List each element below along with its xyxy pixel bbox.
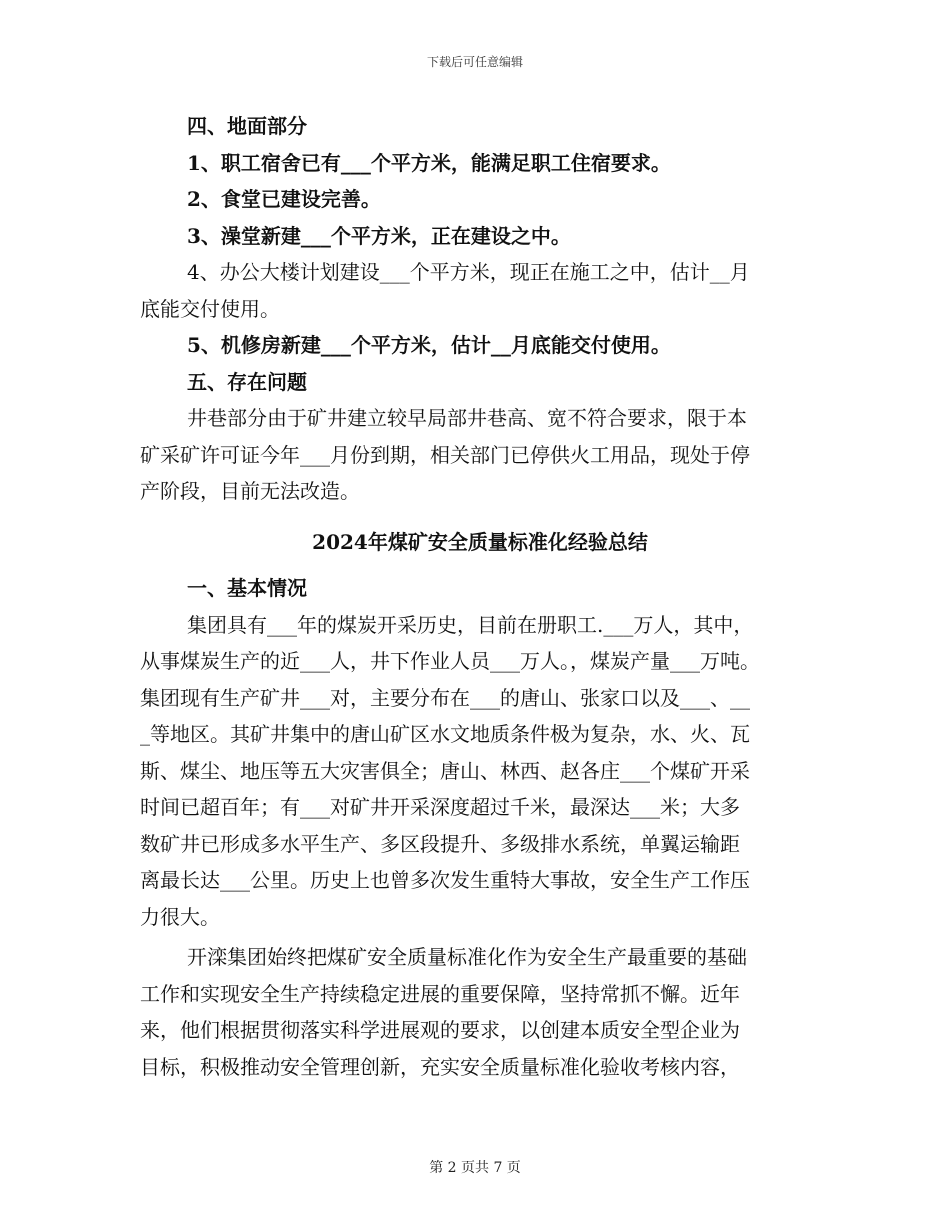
paragraph-line: 井巷部分由于矿井建立较早局部井巷高、宽不符合要求，限于本 — [187, 406, 747, 430]
paragraph-line: 开滦集团始终把煤矿安全质量标准化作为安全生产最重要的基础 — [187, 945, 747, 969]
section-heading: 一、基本情况 — [187, 576, 307, 600]
paragraph-line: 斯、煤尘、地压等五大灾害俱全；唐山、林西、赵各庄___个煤矿开采 — [140, 758, 750, 783]
paragraph-line: 集团现有生产矿井___对，主要分布在___的唐山、张家口以及___、__ — [140, 685, 750, 710]
page-footer: 第 2 页共 7 页 — [429, 1160, 521, 1176]
paragraph-line: 目标，积极推动安全管理创新，充实安全质量标准化验收考核内容， — [140, 1054, 740, 1079]
paragraph-line: 数矿井已形成多水平生产、多区段提升、多级排水系统，单翼运输距 — [140, 831, 740, 856]
paragraph-line: _等地区。其矿井集中的唐山矿区水文地质条件极为复杂，水、火、瓦 — [140, 722, 750, 746]
paragraph-line: 离最长达___公里。历史上也曾多次发生重特大事故，安全生产工作压 — [140, 868, 750, 892]
list-item: 3、澡堂新建___个平方米，正在建设之中。 — [187, 223, 571, 248]
paragraph-line: 时间已超百年；有___对矿井开采深度超过千米，最深达___米；大多 — [140, 795, 740, 819]
list-item-continuation: 底能交付使用。 — [140, 296, 280, 321]
list-item: 5、机修房新建___个平方米，估计__月底能交付使用。 — [187, 333, 671, 357]
paragraph-line: 工作和实现安全生产持续稳定进展的重要保障，坚持常抓不懈。近年 — [140, 981, 740, 1006]
section-heading: 四、地面部分 — [187, 114, 307, 138]
list-item: 2、食堂已建设完善。 — [187, 187, 381, 211]
list-item: 1、职工宿舍已有___个平方米，能满足职工住宿要求。 — [187, 150, 671, 175]
paragraph-line: 力很大。 — [140, 904, 220, 929]
document-body — [140, 108, 820, 1085]
document-title: 2024年煤矿安全质量标准化经验总结 — [312, 529, 648, 554]
paragraph-line: 来，他们根据贯彻落实科学进展观的要求，以创建本质安全型企业为 — [140, 1018, 740, 1042]
paragraph-line: 从事煤炭生产的近___人，井下作业人员___万人。，煤炭产量___万吨。 — [140, 649, 760, 673]
section-heading: 五、存在问题 — [187, 369, 307, 394]
list-item: 4、办公大楼计划建设___个平方米，现正在施工之中，估计__月 — [187, 260, 750, 284]
paragraph-line: 产阶段，目前无法改造。 — [140, 479, 360, 503]
page-header: 下载后可任意编辑 — [426, 55, 523, 69]
paragraph-line: 矿采矿许可证今年___月份到期，相关部门已停供火工用品，现处于停 — [140, 442, 750, 467]
paragraph-line: 集团具有___年的煤炭开采历史，目前在册职工.___万人，其中， — [187, 612, 754, 637]
